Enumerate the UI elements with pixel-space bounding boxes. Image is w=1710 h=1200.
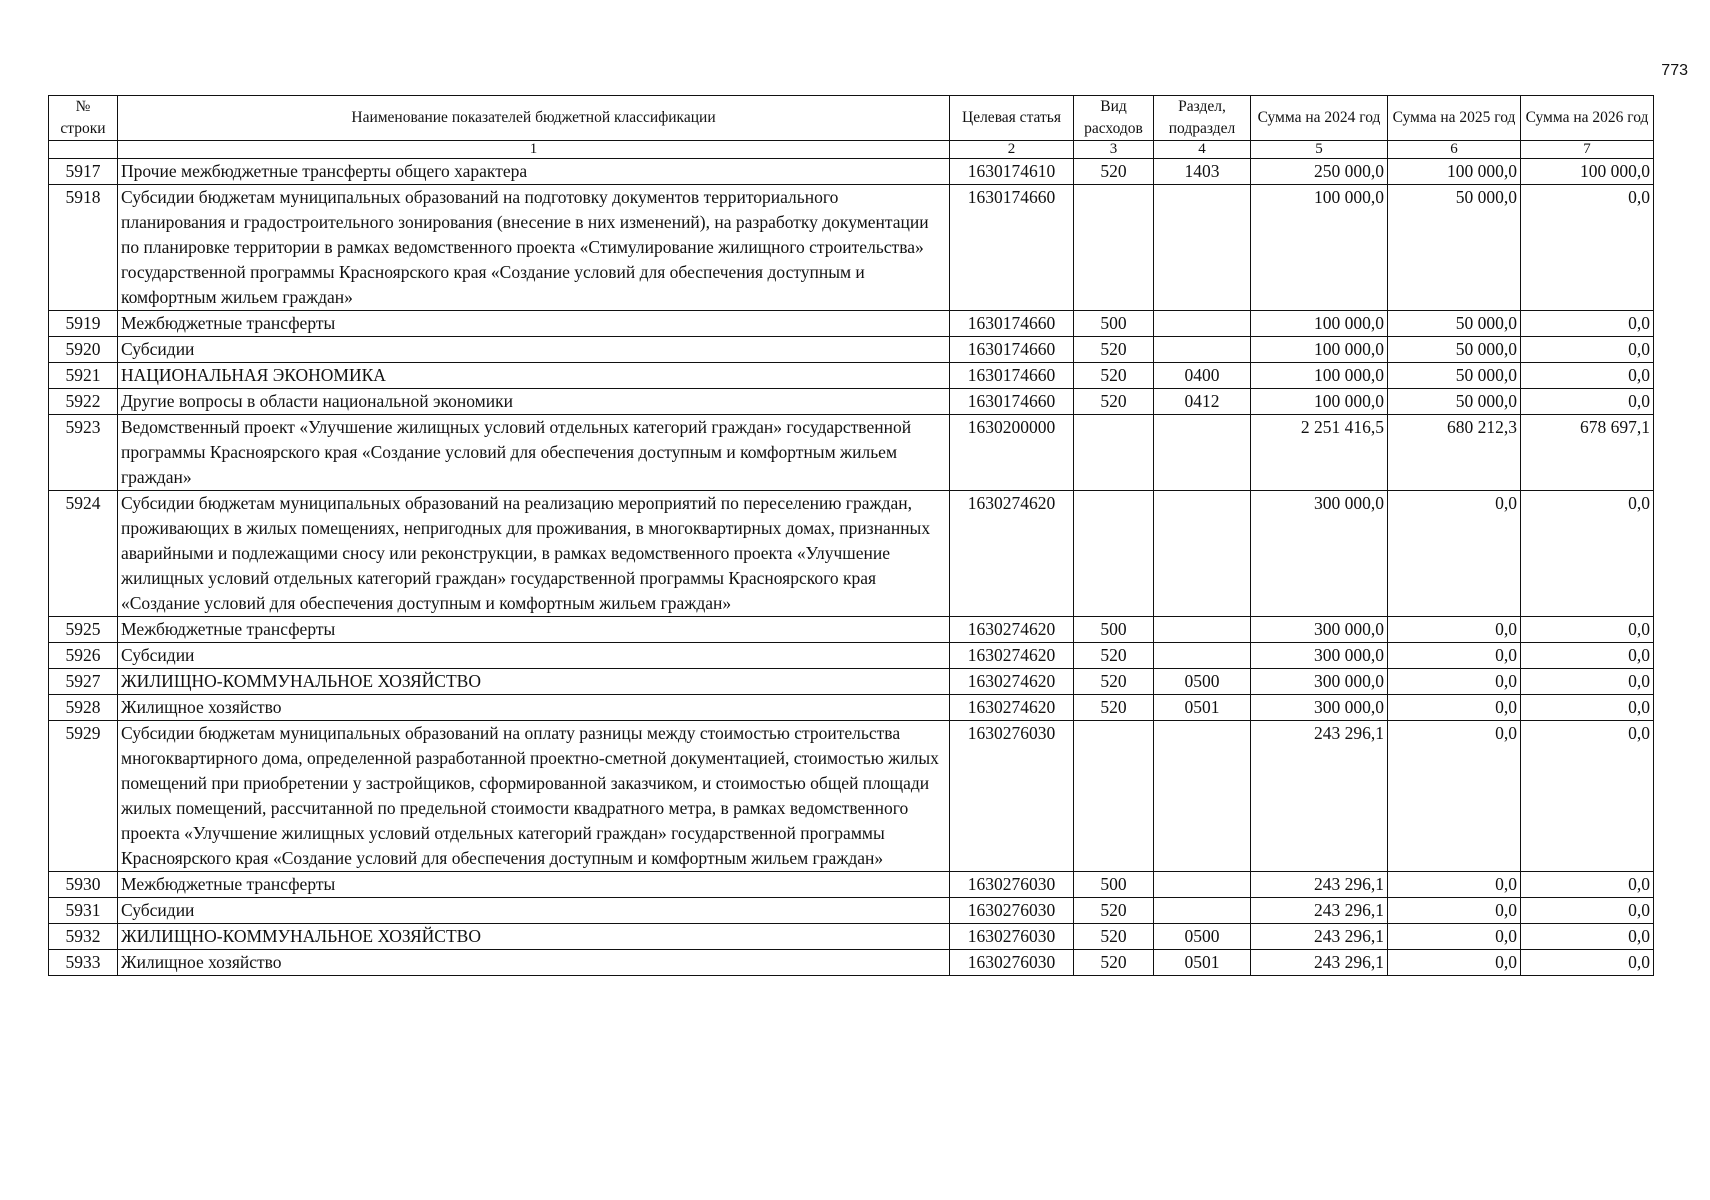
row-target: 1630276030	[950, 872, 1074, 898]
row-section	[1154, 898, 1251, 924]
row-sum-2026: 678 697,1	[1521, 415, 1654, 491]
row-name: Субсидии	[118, 337, 950, 363]
row-sum-2026: 0,0	[1521, 872, 1654, 898]
col-number: 5	[1251, 141, 1388, 159]
row-exp-type	[1074, 185, 1154, 311]
header-exp-type: Вид расходов	[1074, 96, 1154, 141]
row-target: 1630274620	[950, 617, 1074, 643]
row-sum-2026: 0,0	[1521, 337, 1654, 363]
table-row	[49, 389, 1654, 415]
row-exp-type	[1074, 491, 1154, 617]
row-sum-2024: 100 000,0	[1251, 311, 1388, 337]
row-number: 5920	[49, 337, 118, 363]
col-number: 6	[1388, 141, 1521, 159]
row-section	[1154, 643, 1251, 669]
row-sum-2025: 0,0	[1388, 950, 1521, 976]
row-name: НАЦИОНАЛЬНАЯ ЭКОНОМИКА	[118, 363, 950, 389]
row-section: 0501	[1154, 695, 1251, 721]
row-sum-2026: 0,0	[1521, 898, 1654, 924]
header-sum-2024: Сумма на 2024 год	[1251, 96, 1388, 141]
row-name: Субсидии бюджетам муниципальных образований на оплату разницы между стоимостью строительства многоквартирного дома, определенной разработанной проектно-сметной документацией, стоимостью жилых помещений при приобретении у застройщиков, сформированной заказчиком, и стоимостью общей площади жилых помещений, рассчитанной по предельной стоимости квадратного метра, в рамках ведомственного проекта «Улучшение жилищных условий отдельных категорий граждан» государственной программы Красноярского края «Создание условий для обеспечения доступным и комфортным жильем граждан»	[118, 721, 950, 872]
row-sum-2025: 50 000,0	[1388, 389, 1521, 415]
row-sum-2024: 300 000,0	[1251, 491, 1388, 617]
row-name: Субсидии	[118, 898, 950, 924]
row-name: Прочие межбюджетные трансферты общего характера	[118, 159, 950, 185]
row-section: 1403	[1154, 159, 1251, 185]
header-sum-2026: Сумма на 2026 год	[1521, 96, 1654, 141]
row-sum-2026: 0,0	[1521, 311, 1654, 337]
row-sum-2024: 100 000,0	[1251, 185, 1388, 311]
row-target: 1630274620	[950, 643, 1074, 669]
col-number: 2	[950, 141, 1074, 159]
row-number: 5919	[49, 311, 118, 337]
row-sum-2025: 50 000,0	[1388, 185, 1521, 311]
row-sum-2024: 300 000,0	[1251, 643, 1388, 669]
row-sum-2024: 300 000,0	[1251, 695, 1388, 721]
table-row	[49, 695, 1654, 721]
row-section: 0501	[1154, 950, 1251, 976]
row-exp-type: 520	[1074, 159, 1154, 185]
table-header	[49, 96, 1654, 159]
row-name: Межбюджетные трансферты	[118, 617, 950, 643]
row-exp-type: 520	[1074, 337, 1154, 363]
row-target: 1630200000	[950, 415, 1074, 491]
header-sum-2025: Сумма на 2025 год	[1388, 96, 1521, 141]
row-section: 0400	[1154, 363, 1251, 389]
row-target: 1630174660	[950, 363, 1074, 389]
row-sum-2026: 0,0	[1521, 924, 1654, 950]
row-name: Субсидии бюджетам муниципальных образований на подготовку документов территориального планирования и градостроительного зонирования (внесение в них изменений), на разработку документации по планировке территории в рамках ведомственного проекта «Стимулирование жилищного строительства» государственной программы Красноярского края «Создание условий для обеспечения доступным и комфортным жильем граждан»	[118, 185, 950, 311]
col-number	[49, 141, 118, 159]
row-sum-2024: 2 251 416,5	[1251, 415, 1388, 491]
row-sum-2024: 250 000,0	[1251, 159, 1388, 185]
row-target: 1630276030	[950, 924, 1074, 950]
row-sum-2026: 100 000,0	[1521, 159, 1654, 185]
row-number: 5927	[49, 669, 118, 695]
col-number: 1	[118, 141, 950, 159]
col-number: 7	[1521, 141, 1654, 159]
table-row	[49, 337, 1654, 363]
table-row	[49, 491, 1654, 617]
row-section: 0500	[1154, 924, 1251, 950]
row-section	[1154, 311, 1251, 337]
row-number: 5930	[49, 872, 118, 898]
row-sum-2025: 0,0	[1388, 695, 1521, 721]
row-exp-type: 500	[1074, 872, 1154, 898]
row-target: 1630276030	[950, 950, 1074, 976]
row-sum-2026: 0,0	[1521, 389, 1654, 415]
row-target: 1630274620	[950, 491, 1074, 617]
row-sum-2026: 0,0	[1521, 695, 1654, 721]
table-row	[49, 311, 1654, 337]
row-section	[1154, 872, 1251, 898]
row-sum-2025: 0,0	[1388, 721, 1521, 872]
row-name: Другие вопросы в области национальной экономики	[118, 389, 950, 415]
row-section	[1154, 491, 1251, 617]
table-body	[49, 159, 1654, 976]
row-sum-2025: 0,0	[1388, 924, 1521, 950]
row-name: Жилищное хозяйство	[118, 695, 950, 721]
row-sum-2024: 243 296,1	[1251, 924, 1388, 950]
row-target: 1630174660	[950, 311, 1074, 337]
row-name: Межбюджетные трансферты	[118, 872, 950, 898]
row-sum-2025: 50 000,0	[1388, 337, 1521, 363]
table-row	[49, 950, 1654, 976]
row-sum-2025: 0,0	[1388, 872, 1521, 898]
row-sum-2025: 0,0	[1388, 643, 1521, 669]
table-row	[49, 872, 1654, 898]
row-sum-2026: 0,0	[1521, 643, 1654, 669]
row-sum-2026: 0,0	[1521, 491, 1654, 617]
row-sum-2026: 0,0	[1521, 721, 1654, 872]
table-row	[49, 185, 1654, 311]
row-name: Межбюджетные трансферты	[118, 311, 950, 337]
row-name: Жилищное хозяйство	[118, 950, 950, 976]
row-exp-type: 520	[1074, 363, 1154, 389]
row-sum-2025: 0,0	[1388, 491, 1521, 617]
row-name: Субсидии бюджетам муниципальных образований на реализацию мероприятий по переселению граждан, проживающих в жилых помещениях, непригодных для проживания, в многоквартирных домах, признанных аварийными и подлежащими сносу или реконструкции, в рамках ведомственного проекта «Улучшение жилищных условий отдельных категорий граждан» государственной программы Красноярского края «Создание условий для обеспечения доступным и комфортным жильем граждан»	[118, 491, 950, 617]
row-exp-type: 520	[1074, 898, 1154, 924]
row-number: 5918	[49, 185, 118, 311]
row-name: Субсидии	[118, 643, 950, 669]
row-target: 1630174610	[950, 159, 1074, 185]
row-sum-2026: 0,0	[1521, 617, 1654, 643]
row-number: 5929	[49, 721, 118, 872]
row-target: 1630174660	[950, 337, 1074, 363]
row-sum-2024: 100 000,0	[1251, 389, 1388, 415]
row-target: 1630274620	[950, 669, 1074, 695]
row-sum-2026: 0,0	[1521, 363, 1654, 389]
row-section	[1154, 617, 1251, 643]
table-row	[49, 721, 1654, 872]
table-row	[49, 159, 1654, 185]
row-section	[1154, 185, 1251, 311]
row-target: 1630276030	[950, 898, 1074, 924]
row-number: 5924	[49, 491, 118, 617]
row-sum-2026: 0,0	[1521, 669, 1654, 695]
row-target: 1630276030	[950, 721, 1074, 872]
row-exp-type: 520	[1074, 389, 1154, 415]
col-number: 4	[1154, 141, 1251, 159]
table-row	[49, 643, 1654, 669]
row-sum-2024: 243 296,1	[1251, 721, 1388, 872]
row-target: 1630174660	[950, 389, 1074, 415]
row-section: 0412	[1154, 389, 1251, 415]
budget-table	[48, 95, 1654, 976]
row-number: 5933	[49, 950, 118, 976]
table-row	[49, 617, 1654, 643]
table-row	[49, 669, 1654, 695]
row-number: 5932	[49, 924, 118, 950]
row-sum-2025: 50 000,0	[1388, 363, 1521, 389]
row-exp-type: 520	[1074, 695, 1154, 721]
table-row	[49, 898, 1654, 924]
row-sum-2025: 0,0	[1388, 898, 1521, 924]
row-number: 5917	[49, 159, 118, 185]
row-number: 5928	[49, 695, 118, 721]
row-name: ЖИЛИЩНО-КОММУНАЛЬНОЕ ХОЗЯЙСТВО	[118, 669, 950, 695]
row-sum-2024: 243 296,1	[1251, 898, 1388, 924]
row-exp-type	[1074, 415, 1154, 491]
row-exp-type: 520	[1074, 950, 1154, 976]
row-sum-2024: 243 296,1	[1251, 872, 1388, 898]
row-section	[1154, 337, 1251, 363]
table-row	[49, 363, 1654, 389]
row-number: 5931	[49, 898, 118, 924]
row-number: 5926	[49, 643, 118, 669]
row-sum-2024: 100 000,0	[1251, 337, 1388, 363]
row-exp-type: 520	[1074, 924, 1154, 950]
row-sum-2024: 300 000,0	[1251, 669, 1388, 695]
row-sum-2025: 680 212,3	[1388, 415, 1521, 491]
row-sum-2025: 0,0	[1388, 617, 1521, 643]
page-number: 773	[1661, 62, 1688, 79]
row-sum-2025: 50 000,0	[1388, 311, 1521, 337]
row-name: ЖИЛИЩНО-КОММУНАЛЬНОЕ ХОЗЯЙСТВО	[118, 924, 950, 950]
row-number: 5922	[49, 389, 118, 415]
row-section	[1154, 721, 1251, 872]
header-row-no: № строки	[49, 96, 118, 141]
row-target: 1630274620	[950, 695, 1074, 721]
row-exp-type: 520	[1074, 669, 1154, 695]
row-exp-type: 520	[1074, 643, 1154, 669]
header-target: Целевая статья	[950, 96, 1074, 141]
row-target: 1630174660	[950, 185, 1074, 311]
header-name: Наименование показателей бюджетной классификации	[118, 96, 950, 141]
row-number: 5925	[49, 617, 118, 643]
row-sum-2025: 0,0	[1388, 669, 1521, 695]
row-name: Ведомственный проект «Улучшение жилищных условий отдельных категорий граждан» государственной программы Красноярского края «Создание условий для обеспечения доступным и комфортным жильем граждан»	[118, 415, 950, 491]
row-exp-type: 500	[1074, 617, 1154, 643]
row-exp-type	[1074, 721, 1154, 872]
row-number: 5923	[49, 415, 118, 491]
row-exp-type: 500	[1074, 311, 1154, 337]
row-section: 0500	[1154, 669, 1251, 695]
row-sum-2026: 0,0	[1521, 950, 1654, 976]
row-sum-2026: 0,0	[1521, 185, 1654, 311]
row-sum-2024: 100 000,0	[1251, 363, 1388, 389]
header-section: Раздел, подраздел	[1154, 96, 1251, 141]
col-number: 3	[1074, 141, 1154, 159]
table-row	[49, 924, 1654, 950]
row-sum-2024: 300 000,0	[1251, 617, 1388, 643]
table-row	[49, 415, 1654, 491]
column-number-row	[49, 141, 1654, 159]
row-number: 5921	[49, 363, 118, 389]
row-sum-2024: 243 296,1	[1251, 950, 1388, 976]
row-sum-2025: 100 000,0	[1388, 159, 1521, 185]
row-section	[1154, 415, 1251, 491]
